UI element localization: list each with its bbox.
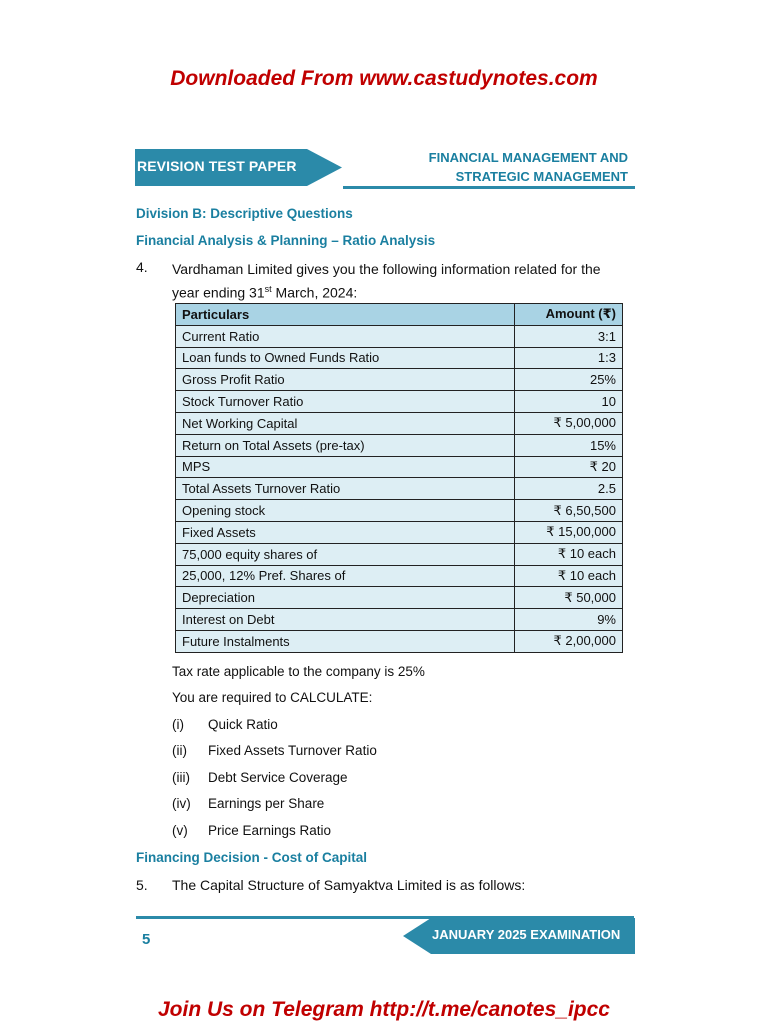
- table-row: [176, 521, 623, 543]
- table-cell-amount: ₹ 20: [515, 456, 623, 478]
- table-cell-particular: 25,000, 12% Pref. Shares of: [176, 565, 515, 587]
- question-5-text: The Capital Structure of Samyaktva Limited is as follows:: [172, 877, 526, 893]
- table-cell-amount: ₹ 50,000: [515, 587, 623, 609]
- table-cell-amount: 2.5: [515, 478, 623, 500]
- table-cell-amount: 25%: [515, 369, 623, 391]
- table-row: [176, 609, 623, 631]
- item-debt-service-coverage: Debt Service Coverage: [208, 770, 348, 785]
- table-row: [176, 369, 623, 391]
- topic-heading-cost-of-capital: Financing Decision - Cost of Capital: [136, 850, 368, 865]
- table-row: [176, 565, 623, 587]
- table-header-row: [176, 304, 623, 326]
- table-row: [176, 347, 623, 369]
- table-cell-amount: ₹ 10 each: [515, 565, 623, 587]
- topic-heading-ratio: Financial Analysis & Planning – Ratio Analysis: [136, 233, 436, 248]
- table-row: [176, 543, 623, 565]
- question-5-number: 5.: [136, 877, 148, 893]
- division-heading: Division B: Descriptive Questions: [136, 206, 353, 221]
- item-pe-ratio: Price Earnings Ratio: [208, 823, 332, 838]
- item-roman: (i): [172, 717, 184, 732]
- table-cell-particular: Depreciation: [176, 587, 515, 609]
- subject-line-1: FINANCIAL MANAGEMENT AND: [428, 150, 628, 165]
- exam-session: JANUARY 2025 EXAMINATION: [432, 927, 621, 942]
- table-cell-particular: Stock Turnover Ratio: [176, 391, 515, 413]
- table-row: [176, 325, 623, 347]
- table-cell-particular: Net Working Capital: [176, 412, 515, 434]
- table-cell-amount: ₹ 2,00,000: [515, 630, 623, 652]
- table-row: [176, 478, 623, 500]
- item-roman: (ii): [172, 743, 187, 758]
- q4-text-sup: st: [264, 284, 272, 294]
- table-cell-amount: 9%: [515, 609, 623, 631]
- question-4-text: [172, 259, 634, 303]
- item-roman: (iv): [172, 796, 191, 811]
- table-cell-particular: Loan funds to Owned Funds Ratio: [176, 347, 515, 369]
- item-quick-ratio: Quick Ratio: [208, 717, 278, 732]
- table-cell-amount: ₹ 6,50,500: [515, 500, 623, 522]
- question-4-line-1: Vardhaman Limited gives you the following information related for the: [172, 261, 601, 277]
- q4-text-post: March, 2024:: [271, 284, 358, 301]
- item-roman: (iii): [172, 770, 190, 785]
- table-cell-amount: 1:3: [515, 347, 623, 369]
- table-cell-amount: ₹ 5,00,000: [515, 412, 623, 434]
- table-cell-amount: ₹ 15,00,000: [515, 521, 623, 543]
- table-row: [176, 500, 623, 522]
- table-cell-particular: Interest on Debt: [176, 609, 515, 631]
- table-cell-particular: Future Instalments: [176, 630, 515, 652]
- table-row: [176, 587, 623, 609]
- q4-text-pre: year ending 31: [172, 284, 265, 301]
- table-row: [176, 412, 623, 434]
- table-cell-amount: 3:1: [515, 325, 623, 347]
- subject-line-2: STRATEGIC MANAGEMENT: [455, 169, 628, 184]
- question-4-line-2: [172, 279, 634, 303]
- table-cell-particular: 75,000 equity shares of: [176, 543, 515, 565]
- question-4-number: 4.: [136, 259, 148, 275]
- table-cell-amount: ₹ 10 each: [515, 543, 623, 565]
- table-row: [176, 434, 623, 456]
- table-cell-particular: Total Assets Turnover Ratio: [176, 478, 515, 500]
- table-header-particulars: Particulars: [176, 304, 515, 326]
- table-cell-amount: 10: [515, 391, 623, 413]
- table-cell-amount: 15%: [515, 434, 623, 456]
- watermark-bottom: Join Us on Telegram http://t.me/canotes_ipcc: [158, 998, 610, 1021]
- ratio-data-table: [175, 303, 623, 653]
- table-header-amount: Amount (₹): [515, 304, 623, 326]
- table-row: [176, 391, 623, 413]
- item-roman: (v): [172, 823, 188, 838]
- item-eps: Earnings per Share: [208, 796, 325, 811]
- tax-note: Tax rate applicable to the company is 25%: [172, 664, 425, 679]
- table-cell-particular: Current Ratio: [176, 325, 515, 347]
- table-cell-particular: Fixed Assets: [176, 521, 515, 543]
- page-number: 5: [142, 931, 151, 948]
- table-cell-particular: Opening stock: [176, 500, 515, 522]
- header-rule: [343, 186, 635, 189]
- table-cell-particular: Gross Profit Ratio: [176, 369, 515, 391]
- table-cell-particular: Return on Total Assets (pre-tax): [176, 434, 515, 456]
- table-row: [176, 456, 623, 478]
- table-cell-particular: MPS: [176, 456, 515, 478]
- watermark-top: Downloaded From www.castudynotes.com: [170, 67, 598, 90]
- banner-title: REVISION TEST PAPER: [137, 158, 297, 174]
- instruction: You are required to CALCULATE:: [172, 690, 373, 705]
- table-row: [176, 630, 623, 652]
- item-fixed-assets-turnover: Fixed Assets Turnover Ratio: [208, 743, 377, 758]
